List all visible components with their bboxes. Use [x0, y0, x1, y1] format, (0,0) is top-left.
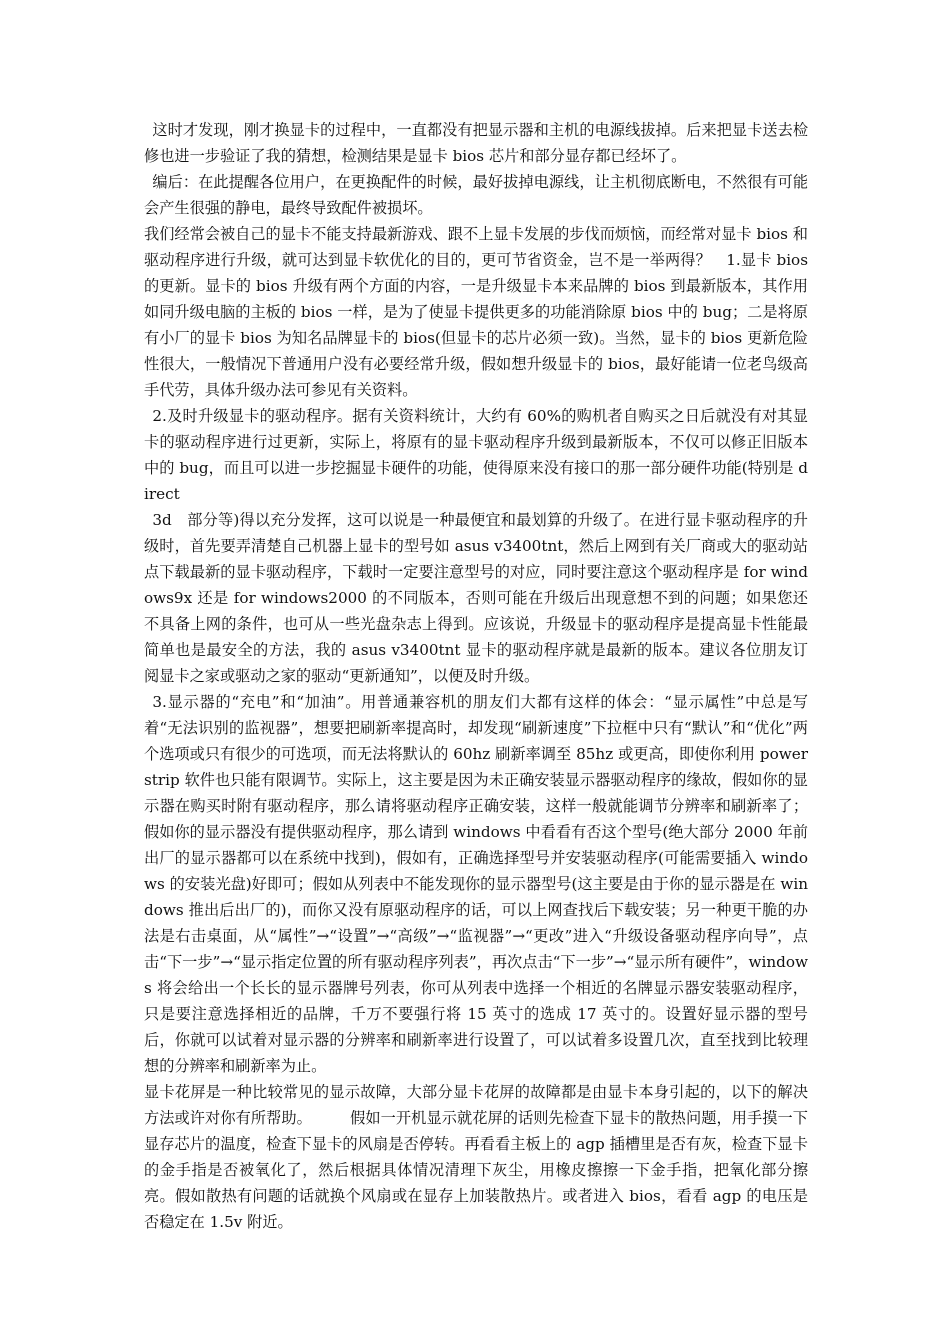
paragraph-3: 我们经常会被自己的显卡不能支持最新游戏、跟不上显卡发展的步伐而烦恼，而经常对显卡 bios 和驱动程序进行升级，就可达到显卡软优化的目的，更可节省资金，岂不是一举两得？ 1.显卡 bios 的更新。显卡的 bios 升级有两个方面的内容，一是升级显卡本来品牌的 bios 到最新版本，其作用如同升级电脑的主板的 bios 一样，是为了使显卡提供更多的功能消除原 bios 中的 bug；二是将原有小厂的显卡 bios 为知名品牌显卡的 bios(但显卡的芯片必须一致)。当然，显卡的 bios 更新危险性很大，一般情况下普通用户没有必要经常升级，假如想升级显卡的 bios，最好能请一位老鸟级高手代劳，具体升级办法可参见有关资料。: [144, 225, 808, 399]
paragraph-7: 显卡花屏是一种比较常见的显示故障，大部分显卡花屏的故障都是由显卡本身引起的，以下的解决方法或许对你有所帮助。 假如一开机显示就花屏的话则先检查下显卡的散热问题，用手摸一下显存芯片的温度，检查下显卡的风扇是否停转。再看看主板上的 agp 插槽里是否有灰，检查下显卡的金手指是否被氧化了，然后根据具体情况清理下灰尘，用橡皮擦擦一下金手指，把氧化部分擦亮。假如散热有问题的话就换个风扇或在显存上加装散热片。或者进入 bios，看看 agp 的电压是否稳定在 1.5v 附近。: [144, 1083, 808, 1231]
paragraph-6: 3.显示器的“充电”和“加油”。用普通兼容机的朋友们大都有这样的体会：“显示属性”中总是写着“无法识别的监视器”，想要把刷新率提高时，却发现“刷新速度”下拉框中只有“默认”和“优化”两个选项或只有很少的可选项，而无法将默认的 60hz 刷新率调至 85hz 或更高，即使你利用 powerstrip 软件也只能有限调节。实际上，这主要是因为未正确安装显示器驱动程序的缘故，假如你的显示器在购买时附有驱动程序，那么请将驱动程序正确安装，这样一般就能调节分辨率和刷新率了；假如你的显示器没有提供驱动程序，那么请到 windows 中看看有否这个型号(绝大部分 2000 年前出厂的显示器都可以在系统中找到)，假如有，正确选择型号并安装驱动程序(可能需要插入 windows 的安装光盘)好即可；假如从列表中不能发现你的显示器型号(这主要是由于你的显示器是在 windows 推出后出厂的)，而你又没有原驱动程序的话，可以上网查找后下载安装；另一种更干脆的办法是右击桌面，从“属性”→“设置”→“高级”→“监视器”→“更改”进入“升级设备驱动程序向导”，点击“下一步”→“显示指定位置的所有驱动程序列表”，再次点击“下一步”→“显示所有硬件”，windows 将会给出一个长长的显示器牌号列表，你可从列表中选择一个相近的名牌显示器安装驱动程序，只是要注意选择相近的品牌，千万不要强行将 15 英寸的选成 17 英寸的。设置好显示器的型号后，你就可以试着对显示器的分辨率和刷新率进行设置了，可以试着多设置几次，直至找到比较理想的分辨率和刷新率为止。: [144, 693, 808, 1075]
document-body: [144, 117, 808, 1235]
paragraph-2: 编后：在此提醒各位用户，在更换配件的时候，最好拔掉电源线，让主机彻底断电，不然很有可能会产生很强的静电，最终导致配件被损坏。: [144, 173, 808, 217]
paragraph-1: 这时才发现，刚才换显卡的过程中，一直都没有把显示器和主机的电源线拔掉。后来把显卡送去检修也进一步验证了我的猜想，检测结果是显卡 bios 芯片和部分显存都已经坏了。: [144, 121, 808, 165]
paragraph-5: 3d 部分等)得以充分发挥，这可以说是一种最便宜和最划算的升级了。在进行显卡驱动程序的升级时，首先要弄清楚自己机器上显卡的型号如 asus v3400tnt，然后上网到有关厂商或大的驱动站点下载最新的显卡驱动程序，下载时一定要注意型号的对应，同时要注意这个驱动程序是 for windows9x 还是 for windows2000 的不同版本，否则可能在升级后出现意想不到的问题；如果您还不具备上网的条件，也可从一些光盘杂志上得到。应该说，升级显卡的驱动程序是提高显卡性能最简单也是最安全的方法，我的 asus v3400tnt 显卡的驱动程序就是最新的版本。建议各位朋友订阅显卡之家或驱动之家的驱动“更新通知”，以便及时升级。: [144, 511, 808, 685]
paragraph-4: 2.及时升级显卡的驱动程序。据有关资料统计，大约有 60%的购机者自购买之日后就没有对其显卡的驱动程序进行过更新，实际上，将原有的显卡驱动程序升级到最新版本，不仅可以修正旧版本中的 bug，而且可以进一步挖掘显卡硬件的功能，使得原来没有接口的那一部分硬件功能(特别是 direct: [144, 407, 808, 503]
